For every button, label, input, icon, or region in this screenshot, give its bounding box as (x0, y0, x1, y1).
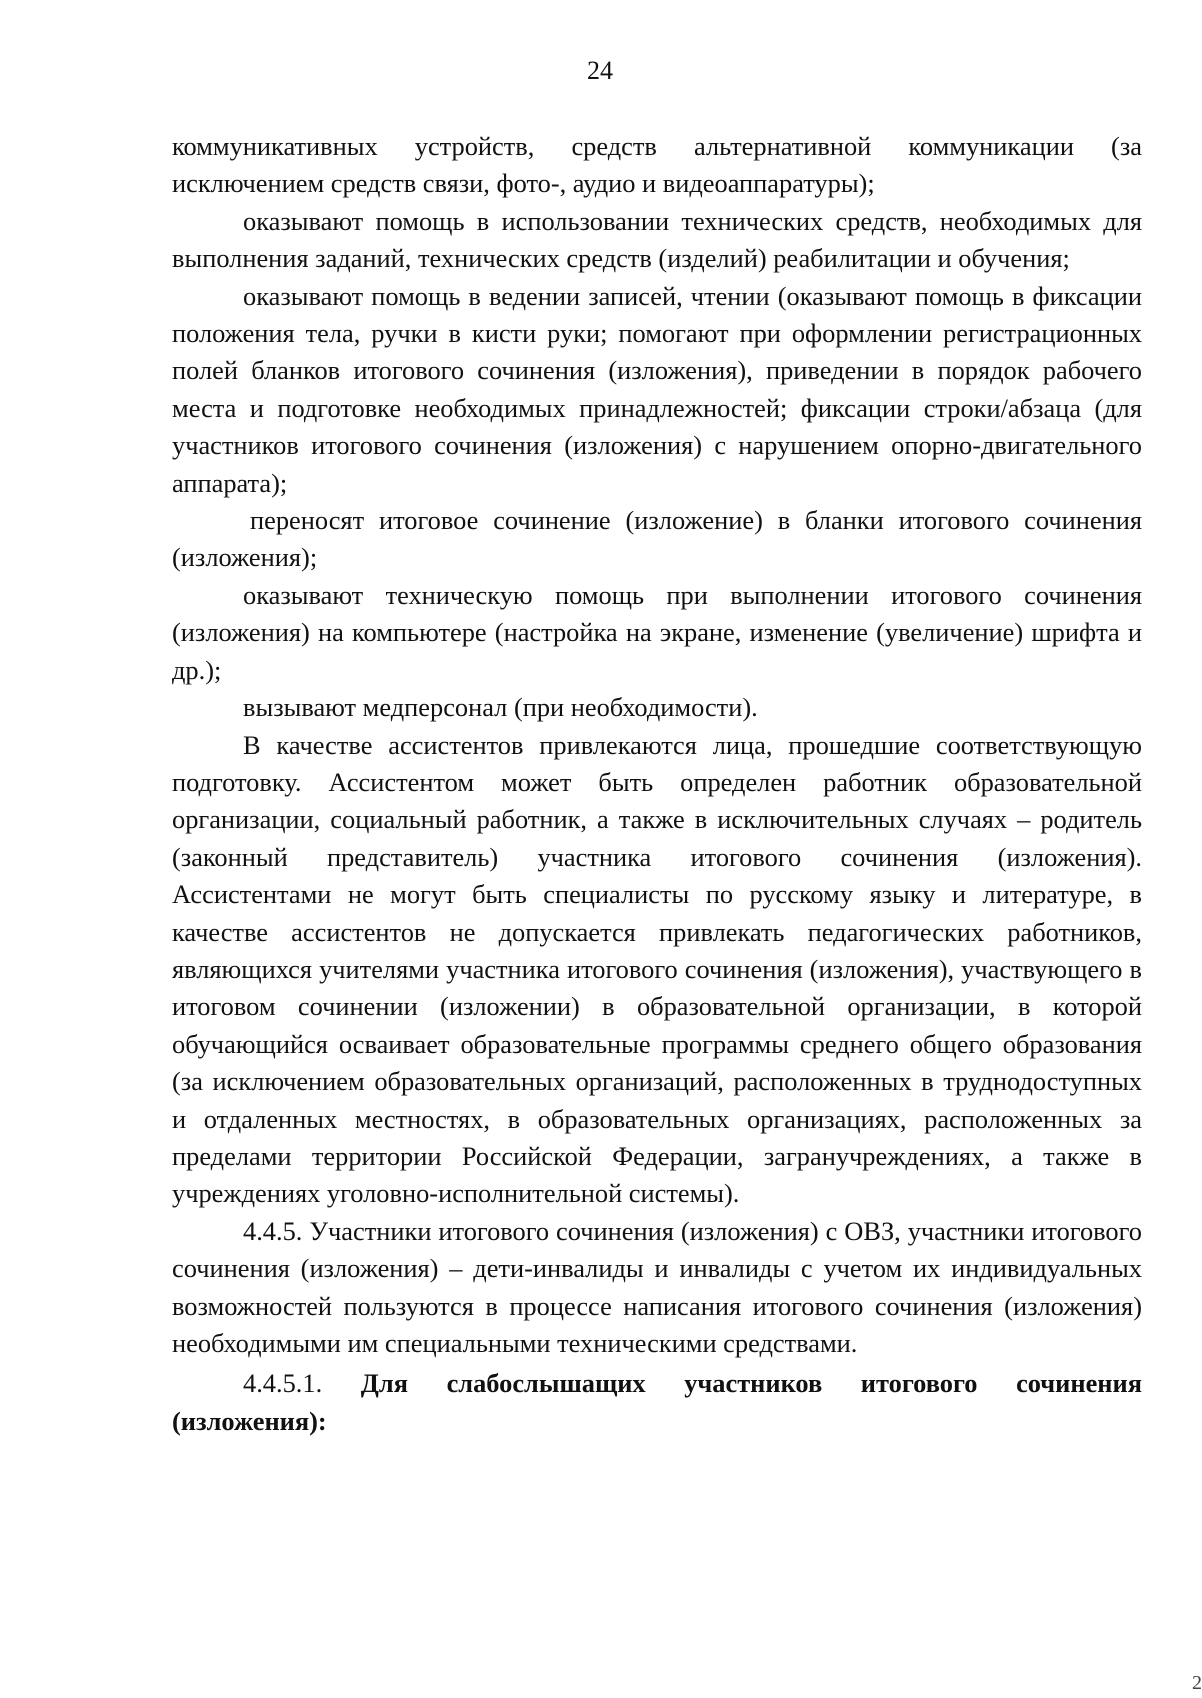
paragraph-computer-help: оказывают техническую помощь при выполнении итогового сочинения (изложения) на компьютере (настройка на экране, изменение (увеличение) шрифта и др.); (172, 579, 1142, 685)
paragraph-technical-means-help: оказывают помощь в использовании технических средств, необходимых для выполнения заданий, технических средств (изделий) реабилитации и обучения; (172, 205, 1142, 274)
subsection-number: 4.4.5.1. (243, 1368, 323, 1399)
document-body (172, 128, 1142, 1440)
paragraph-continued-communication-devices: коммуникативных устройств, средств альтернативной коммуникации (за исключением средств связи, фото-, аудио и видеоаппаратуры); (172, 131, 1142, 199)
paragraph-assistants-selection: В качестве ассистентов привлекаются лица, прошедшие соответствующую подготовку. Ассистентом может быть определен работник образовательной организации, социальный работник, а также в исключительных случаях – родитель (законный представитель) участника итогового сочинения (изложения). Ассистентами не могут быть специалисты по русскому языку и литературе, в качестве ассистентов не допускается привлекать педагогических работников, являющихся учителями участника итогового сочинения (изложения), участвующего в итоговом сочинении (изложении) в образовательной организации, в которой обучающийся осваивает образовательные программы среднего общего образования (за исключением образовательных организаций, расположенных в труднодоступных и отдаленных местностях, в образовательных организациях, расположенных за пределами территории Российской Федерации, загранучреждениях, а также в учреждениях уголовно-исполнительной системы). (172, 729, 1142, 1209)
paragraph-transfer-to-forms: переносят итоговое сочинение (изложение) в бланки итогового сочинения (изложения); (172, 505, 1142, 573)
paragraph-writing-reading-help: оказывают помощь в ведении записей, чтении (оказывают помощь в фиксации положения тела, ручки в кисти руки; помогают при оформлении регистрационных полей бланков итогового сочинения (изложения), приведении в порядок рабочего места и подготовке необходимых принадлежностей; фиксации строки/абзаца (для участников итогового сочинения (изложения) с нарушением опорно-двигательного аппарата); (172, 280, 1142, 498)
page-number: 24 (587, 56, 613, 85)
page-edge-mark: 2 (1192, 1672, 1202, 1694)
subsection-4-4-5-1 (172, 1365, 1142, 1440)
paragraph-call-medical-staff: вызывают медперсонал (при необходимости). (243, 692, 758, 723)
subsection-heading: Для слабослышащих участников итогового сочинения (изложения): (172, 1368, 1142, 1436)
paragraph-section-4-4-5: 4.4.5. Участники итогового сочинения (изложения) с ОВЗ, участники итогового сочинения (изложения) – дети-инвалиды и инвалиды с учетом их индивидуальных возможностей пользуются в процессе написания итогового сочинения (изложения) необходимыми им специальными техническими средствами. (172, 1215, 1142, 1358)
